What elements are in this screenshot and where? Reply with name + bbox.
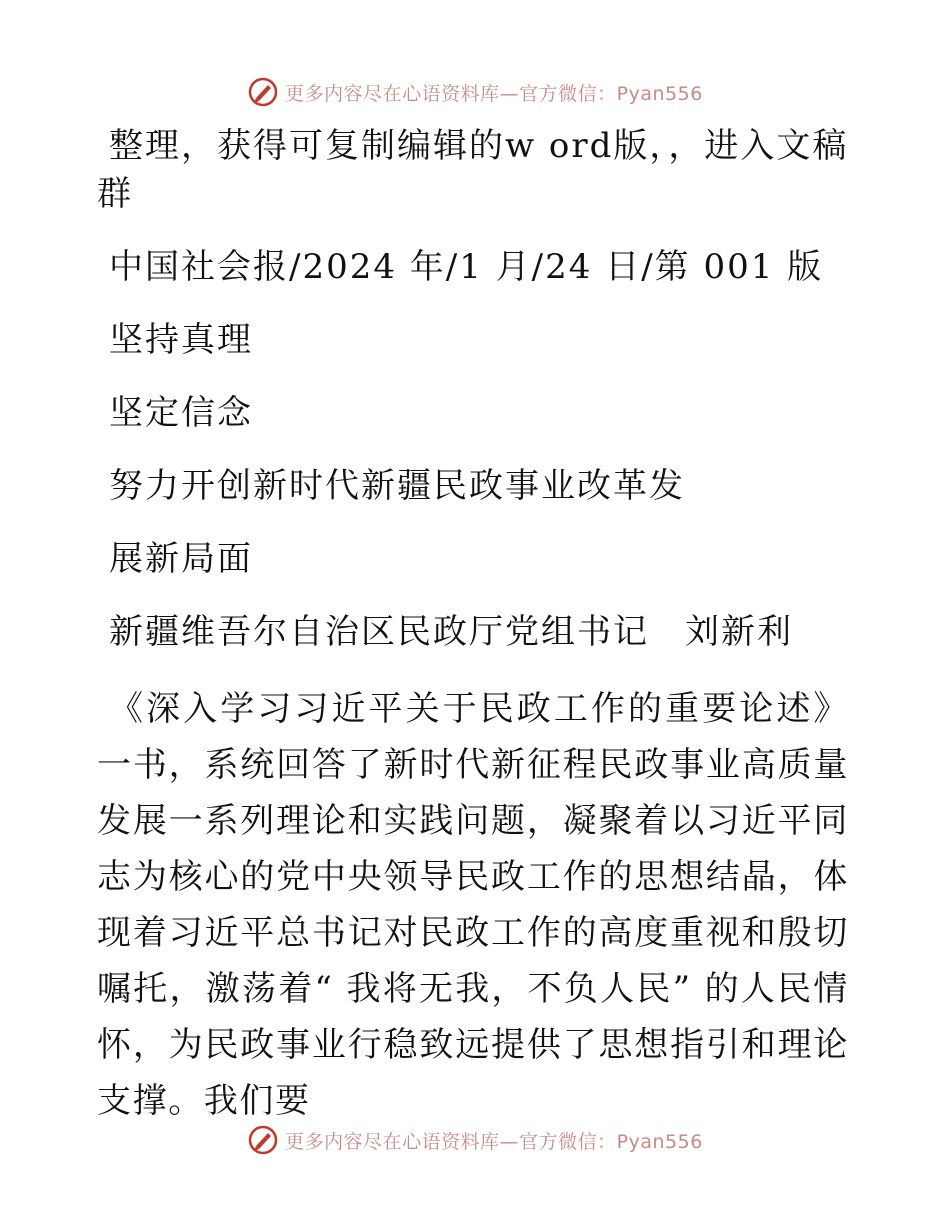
source-line: 中国社会报/2024 年/1 月/24 日/第 001 版 (109, 247, 824, 287)
title-line-4: 展新局面 (109, 539, 253, 579)
title-line-1: 坚持真理 (109, 320, 253, 360)
body-paragraph: 《深入学习习近平关于民政工作的重要论述》一书，系统回答了新时代新征程民政事业高质量发展一系列理论和实践问题，凝聚着以习近平同志为核心的党中央领导民政工作的思想结晶，体现着习近平总书记对民政工作的高度重视和殷切嘱托，激荡着“ 我将无我，不负人民” 的人民情怀，为民政事业行稳致远提供了思想指引和理论支撑。我们要 (97, 689, 849, 1121)
document-body (97, 122, 857, 1163)
watermark-footer (0, 1120, 950, 1160)
watermark-header (0, 72, 950, 112)
pen-circle-logo-icon (247, 76, 279, 108)
intro-line: 整理，获得可复制编辑的w ord版，，进入文稿 (109, 126, 849, 166)
author-line: 新疆维吾尔自治区民政厅党组书记 刘新利 (109, 612, 793, 652)
watermark-text: 更多内容尽在心语资料库—官方微信：Pyan556 (285, 82, 703, 105)
watermark-text: 更多内容尽在心语资料库—官方微信：Pyan556 (285, 1130, 703, 1153)
title-line-2: 坚定信念 (109, 393, 253, 433)
title-line-3: 努力开创新时代新疆民政事业改革发 (109, 466, 685, 506)
pen-circle-logo-icon (247, 1124, 279, 1156)
intro-line-continuation: 群 (97, 174, 133, 214)
